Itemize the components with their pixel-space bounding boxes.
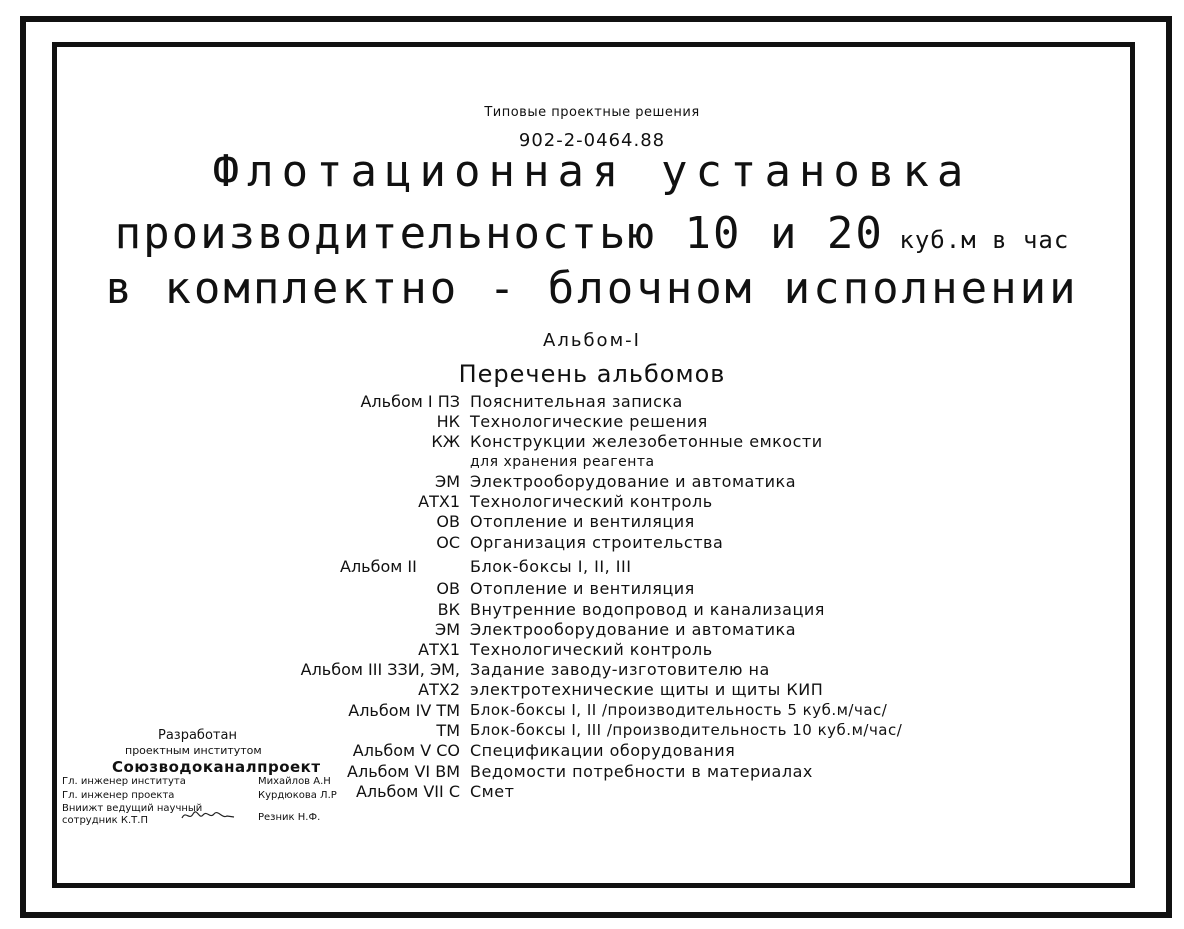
album-label: Альбом V СО	[352, 741, 460, 760]
title-line-1: Флотационная установка	[212, 146, 972, 197]
album-label: ЭМ	[435, 472, 460, 491]
album-text: электротехнические щиты и щиты КИП	[470, 680, 824, 699]
album-text: Электрооборудование и автоматика	[470, 472, 797, 491]
staff-role: Гл. инженер института	[62, 776, 186, 787]
album-text: Отопление и вентиляция	[470, 512, 695, 531]
developer-organization: Союзводоканалпроект	[112, 758, 321, 776]
album-label: АТХ1	[418, 492, 460, 511]
staff-name: Михайлов А.Н	[258, 776, 331, 787]
album-text: Технологические решения	[470, 412, 708, 431]
album-text: Блок-боксы I, II /производительность 5 куб.м/час/	[470, 701, 888, 719]
album-label: ОВ	[436, 512, 460, 531]
staff-name: Курдюкова Л.Р	[258, 790, 337, 801]
album-text: Внутренние водопровод и канализация	[470, 600, 825, 619]
album-text: Технологический контроль	[470, 492, 713, 511]
developer-institute: проектным институтом	[125, 744, 262, 757]
album-text: Отопление и вентиляция	[470, 579, 695, 598]
staff-name: Резник Н.Ф.	[258, 812, 321, 823]
album-text: Задание заводу-изготовителю на	[470, 660, 770, 679]
album-label: Альбом VII С	[355, 782, 460, 801]
album-label: Альбом III ЗЗИ, ЭМ,	[300, 660, 460, 679]
signature-icon	[180, 806, 236, 824]
album-text: Электрооборудование и автоматика	[470, 620, 797, 639]
developer-heading: Разработан	[158, 728, 237, 743]
album-text: Спецификации оборудования	[470, 741, 736, 760]
title-line-2	[0, 208, 1184, 259]
album-text: Блок-боксы I, III /производительность 10 куб.м/час/	[470, 721, 903, 739]
album-label: ВК	[437, 600, 460, 619]
album-label: АТХ1	[418, 640, 460, 659]
album-label: ТМ	[436, 721, 460, 740]
album-text: Технологический контроль	[470, 640, 713, 659]
album-text: Конструкции железобетонные емкости	[470, 432, 823, 451]
album-text: Организация строительства	[470, 533, 724, 552]
album-label: Альбом VI ВМ	[347, 762, 460, 781]
album-label: Альбом II	[340, 557, 417, 576]
album-text: Ведомости потребности в материалах	[470, 762, 813, 781]
album-text: для хранения реагента	[470, 454, 655, 470]
album-number: Альбом-I	[543, 330, 641, 351]
album-label: ОВ	[436, 579, 460, 598]
title-line-3: в комплектно - блочном исполнении	[105, 263, 1079, 314]
title-line-2-units: куб.м в час	[883, 226, 1070, 254]
album-label: КЖ	[431, 432, 460, 451]
album-text: Смет	[470, 782, 515, 801]
album-text: Блок-боксы I, II, III	[470, 557, 632, 576]
series-label: Типовые проектные решения	[484, 105, 700, 120]
staff-role: Вниижт ведущий научный	[62, 803, 203, 814]
album-label: Альбом IV ТМ	[348, 701, 460, 720]
title-line-2-main: производительностью 10 и 20	[114, 208, 884, 259]
project-code: 902-2-0464.88	[518, 130, 666, 151]
album-label: ОС	[436, 533, 460, 552]
album-label: АТХ2	[418, 680, 460, 699]
album-label: НК	[436, 412, 460, 431]
album-label: Альбом I ПЗ	[360, 392, 460, 411]
album-list-title: Перечень альбомов	[458, 360, 726, 388]
staff-role: Гл. инженер проекта	[62, 790, 175, 801]
album-label: ЭМ	[435, 620, 460, 639]
staff-role: сотрудник К.Т.П	[62, 815, 148, 826]
album-text: Пояснительная записка	[470, 392, 683, 411]
